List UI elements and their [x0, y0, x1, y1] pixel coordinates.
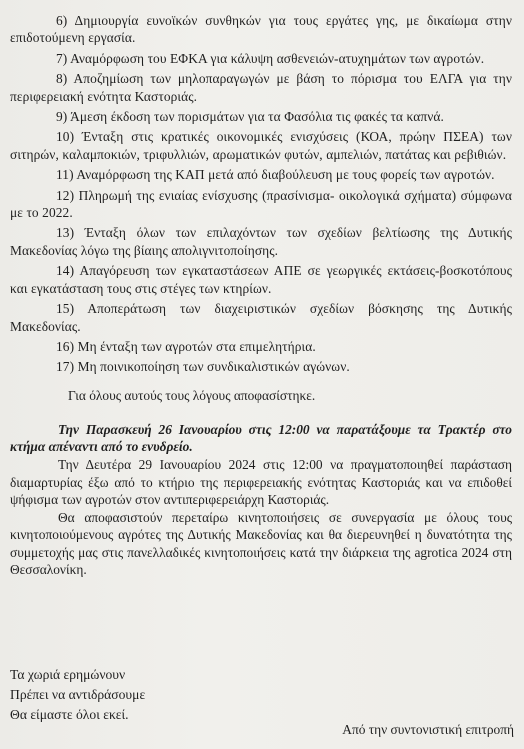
list-item: 6) Δημιουργία ευνοϊκών συνθηκών για τους εργάτες γης, με δικαίωμα στην επιδοτούμενη εργασία. [10, 13, 512, 46]
list-item: 8) Αποζημίωση των μηλοπαραγωγών με βάση το πόρισμα του ΕΛΓΑ για την περιφερειακή ενότητα Καστοριάς. [10, 71, 512, 104]
conclusion-line: Για όλους αυτούς τους λόγους αποφασίστηκε. [68, 387, 316, 403]
signature: Από την συντονιστική επιτροπή [342, 722, 514, 737]
list-item: 17) Μη ποινικοποίηση των συνδικαλιστικών αγώνων. [56, 359, 350, 375]
slogan-line: Τα χωριά ερημώνουν [10, 667, 126, 682]
slogan-line: Θα είμαστε όλοι εκεί. [10, 707, 129, 722]
list-item: 7) Αναμόρφωση του ΕΦΚΑ για κάλυψη ασθενειών-ατυχημάτων των αγροτών. [56, 50, 485, 66]
further-actions-paragraph: Θα αποφασιστούν περεταίρω κινητοποιήσεις σε συνεργασία με όλους τους κινητοποιούμενους αγρότες της Δυτικής Μακεδονίας και θα διερευνηθεί η δυνατότητα της συμμετοχής μας στις πανελλαδικές κινητοποιήσεις κατά την διάρκεια της agrotica 2024 στη Θεσσαλονίκη. [10, 509, 512, 578]
slogan-block [10, 665, 145, 725]
list-item: 10) Ένταξη στις κρατικές οικονομικές ενισχύσεις (ΚΟΑ, πρώην ΠΣΕΑ) των σιτηρών, καλαμποκιών, τριφυλλιών, αρωματικών φυτών, αμπελιών, πατάτας και ρεβιθιών. [10, 129, 512, 162]
list-item: 15) Αποπεράτωση των διαχειριστικών σχεδίων βόσκησης της Δυτικής Μακεδονίας. [10, 301, 512, 334]
friday-announcement: Την Παρασκευή 26 Ιανουαρίου στις 12:00 να παρατάξουμε τα Τρακτέρ στο κτήμα απέναντι από το ενυδρείο. [10, 421, 512, 455]
demands-list [10, 12, 512, 376]
list-item: 16) Μη ένταξη των αγροτών στα επιμελητήρια. [56, 338, 316, 354]
list-item: 12) Πληρωμή της ενιαίας ενίσχυσης (πρασίνισμα- οικολογικά σχήματα) σύμφωνα με το 2022. [10, 187, 512, 221]
monday-announcement: Την Δευτέρα 29 Ιανουαρίου 2024 στις 12:00 να πραγματοποιηθεί παράσταση διαμαρτυρίας έξω από το κτήριο της περιφερειακής ενότητας Καστοριάς και να επιδοθεί ψήφισμα των αγροτών στον αντιπεριφερειάρχη Καστοριάς. [10, 456, 512, 508]
list-item: 14) Απαγόρευση των εγκαταστάσεων ΑΠΕ σε γεωργικές εκτάσεις-βοσκοτόπους και εγκατάσταση τους στις στέγες των κτηρίων. [10, 263, 512, 296]
list-item: 13) Ένταξη όλων των επιλαχόντων των σχεδίων βελτίωσης της Δυτικής Μακεδονίας λόγω της βίαιης απολιγνιτοποίησης. [10, 225, 512, 258]
slogan-line: Πρέπει να αντιδράσουμε [10, 687, 146, 702]
list-item: 11) Αναμόρφωση της ΚΑΠ μετά από διαβούλευση με τους φορείς των αγροτών. [56, 167, 495, 183]
list-item: 9) Άμεση έκδοση των πορισμάτων για τα Φασόλια τις φακές τα καπνά. [56, 109, 444, 125]
